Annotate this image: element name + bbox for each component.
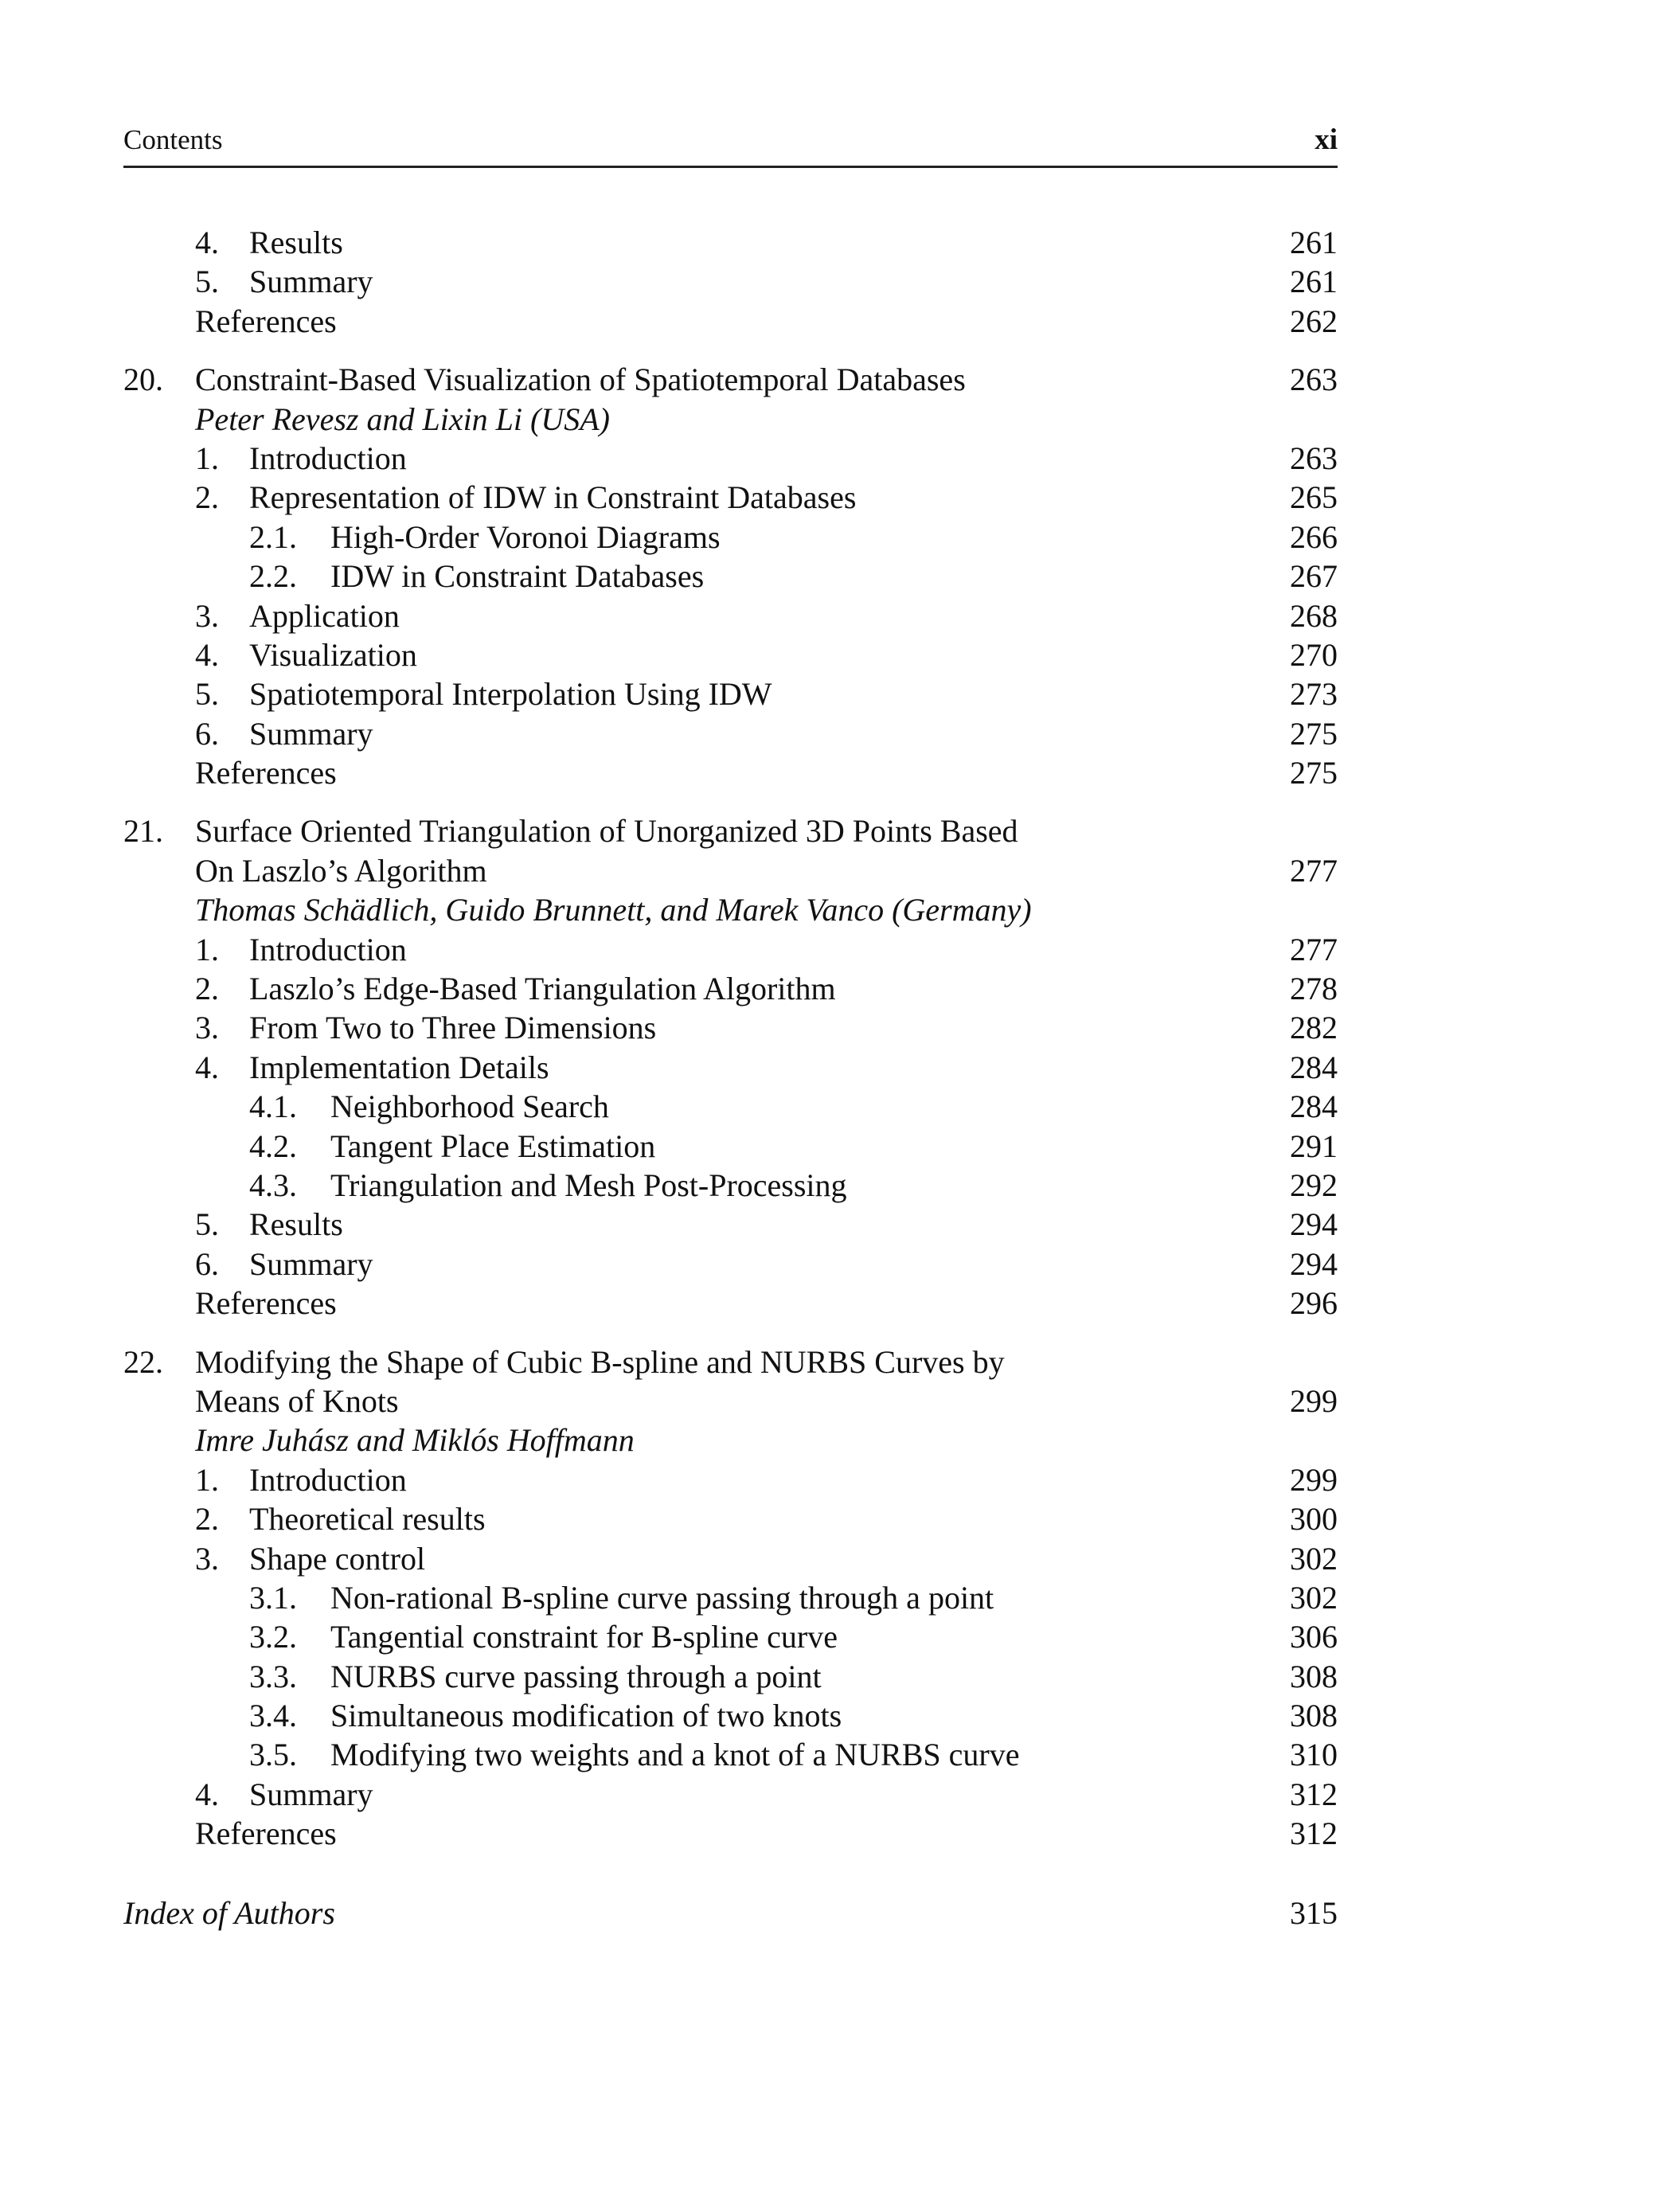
header-title: Contents [123,124,223,155]
page-number: 277 [1290,852,1338,889]
section-title: From Two to Three Dimensions [249,1010,657,1046]
section-title: Simultaneous modification of two knots [330,1698,842,1734]
section-number: 6. [195,715,219,752]
toc-entry [123,674,1338,713]
toc-entry [123,439,1338,478]
section-number: 2.1. [249,518,297,555]
page-number: 284 [1290,1088,1338,1125]
page-number: 299 [1290,1461,1338,1498]
chapter-heading-continued [123,1382,1338,1421]
toc-entry [123,596,1338,635]
chapter-number: 22. [123,1343,163,1380]
chapter-heading [123,360,1338,399]
page-number: 302 [1290,1579,1338,1616]
index-title: Index of Authors [123,1894,335,1931]
toc-entry [123,557,1338,596]
section-title: Laszlo’s Edge-Based Triangulation Algorithm [249,971,836,1007]
section-title: Tangential constraint for B-spline curve [330,1619,838,1655]
toc-entry [123,1127,1338,1166]
page-number: 299 [1290,1382,1338,1419]
section-title: References [195,303,337,339]
section-title: High-Order Voronoi Diagrams [330,518,721,555]
toc-entry [123,1657,1338,1696]
section-title: Summary [249,1776,373,1812]
table-of-contents [123,223,1338,1933]
authors: Peter Revesz and Lixin Li (USA) [195,401,610,437]
toc-entry [123,1460,1338,1499]
section-number: 4. [195,636,219,673]
section-title: Results [249,1206,343,1243]
page-number: 312 [1290,1815,1338,1852]
section-number: 3.5. [249,1737,297,1773]
chapter-heading [123,811,1338,850]
page-number: 296 [1290,1285,1338,1322]
page-number: 292 [1290,1167,1338,1203]
section-title: Summary [249,1245,373,1282]
chapter-authors [123,1421,1338,1460]
toc-entry [123,930,1338,969]
toc-entry [123,969,1338,1008]
toc-entry [123,518,1338,557]
page-number: 315 [1290,1894,1338,1931]
chapter-authors [123,400,1338,439]
section-title: Application [249,597,400,634]
chapter-heading [123,1342,1338,1382]
header-page-number: xi [1315,123,1338,156]
section-number: 3.3. [249,1658,297,1694]
chapter-title-line-2: Means of Knots [195,1382,399,1419]
section-title: Introduction [249,931,407,967]
toc-entry [123,714,1338,753]
section-number: 3. [195,597,219,634]
section-title: Summary [249,715,373,752]
page-number: 261 [1290,225,1338,260]
toc-entry [123,1008,1338,1047]
toc-entry [123,1539,1338,1578]
section-number: 3.4. [249,1698,297,1734]
section-number: 3. [195,1010,219,1046]
section-number: 3.1. [249,1579,297,1616]
section-title: Introduction [249,440,407,476]
section-number: 5. [195,264,219,300]
section-number: 2. [195,479,219,516]
section-title: Summary [249,264,373,300]
toc-entry [123,223,1338,262]
section-title: Neighborhood Search [330,1088,609,1125]
section-number: 3.2. [249,1619,297,1655]
section-title: References [195,1815,337,1852]
chapter-title-line-1: Surface Oriented Triangulation of Unorganized 3D Points Based [195,813,1018,850]
page-number: 265 [1290,479,1338,516]
chapter-number: 21. [123,813,163,850]
toc-entry [123,1775,1338,1814]
chapter-title-line-1: Modifying the Shape of Cubic B-spline and NURBS Curves by [195,1343,1005,1380]
authors: Imre Juhász and Miklós Hoffmann [195,1422,635,1459]
section-title: Non-rational B-spline curve passing through a point [330,1579,994,1616]
section-number: 1. [195,931,219,967]
page-number: 270 [1290,636,1338,673]
running-header [123,119,1338,168]
chapter-authors [123,890,1338,929]
section-number: 4. [195,225,219,260]
section-title: NURBS curve passing through a point [330,1658,822,1694]
toc-entry [123,1205,1338,1244]
toc-entry [123,262,1338,301]
section-title: Implementation Details [249,1049,549,1085]
page-number: 275 [1290,755,1338,791]
page-number: 282 [1290,1010,1338,1046]
section-title: References [195,755,337,791]
toc-entry [123,1814,1338,1853]
page-number: 275 [1290,715,1338,752]
page-number: 294 [1290,1245,1338,1282]
section-number: 4.1. [249,1088,297,1125]
section-number: 5. [195,676,219,713]
section-number: 4.2. [249,1127,297,1164]
toc-entry [123,635,1338,674]
section-number: 4. [195,1049,219,1085]
section-number: 4.3. [249,1167,297,1203]
page-number: 308 [1290,1698,1338,1734]
section-number: 6. [195,1245,219,1282]
toc-entry [123,1696,1338,1735]
page-number: 267 [1290,558,1338,595]
section-title: Tangent Place Estimation [330,1127,656,1164]
toc-entry [123,1617,1338,1656]
section-title: References [195,1285,337,1322]
page-number: 263 [1290,362,1338,398]
section-title: Modifying two weights and a knot of a NURBS curve [330,1737,1020,1773]
section-number: 5. [195,1206,219,1243]
section-title: Shape control [249,1540,426,1577]
chapter-heading-continued [123,851,1338,890]
chapter-number: 20. [123,362,163,398]
toc-entry [123,1245,1338,1284]
section-title: Representation of IDW in Constraint Databases [249,479,857,516]
page-number: 273 [1290,676,1338,713]
toc-entry [123,1735,1338,1774]
toc-entry [123,1166,1338,1205]
section-title: Visualization [249,636,417,673]
page-number: 308 [1290,1658,1338,1694]
page-number: 284 [1290,1049,1338,1085]
section-title: Results [249,225,343,260]
toc-entry [123,1048,1338,1087]
section-number: 4. [195,1776,219,1812]
page-number: 300 [1290,1501,1338,1538]
section-number: 2. [195,971,219,1007]
toc-entry [123,302,1338,341]
page-number: 263 [1290,440,1338,476]
section-number: 3. [195,1540,219,1577]
toc-entry [123,1499,1338,1538]
section-number: 1. [195,440,219,476]
page-number: 261 [1290,264,1338,300]
page-number: 266 [1290,518,1338,555]
section-number: 1. [195,1461,219,1498]
chapter-title-line-2: On Laszlo’s Algorithm [195,852,487,889]
page-number: 262 [1290,303,1338,339]
page-number: 294 [1290,1206,1338,1243]
page-number: 277 [1290,931,1338,967]
section-title: IDW in Constraint Databases [330,558,705,595]
toc-entry [123,1284,1338,1323]
page-number: 312 [1290,1776,1338,1812]
section-title: Triangulation and Mesh Post-Processing [330,1167,847,1203]
page-number: 291 [1290,1127,1338,1164]
section-title: Spatiotemporal Interpolation Using IDW [249,676,772,713]
toc-entry [123,753,1338,792]
section-title: Introduction [249,1461,407,1498]
toc-entry [123,478,1338,517]
toc-entry [123,1578,1338,1617]
page-number: 268 [1290,597,1338,634]
page-number: 306 [1290,1619,1338,1655]
page-number: 310 [1290,1737,1338,1773]
section-title: Theoretical results [249,1501,486,1538]
authors: Thomas Schädlich, Guido Brunnett, and Marek Vanco (Germany) [195,892,1032,928]
page-number: 278 [1290,971,1338,1007]
section-number: 2. [195,1501,219,1538]
page-number: 302 [1290,1540,1338,1577]
section-number: 2.2. [249,558,297,595]
toc-entry [123,1087,1338,1126]
index-entry [123,1893,1338,1933]
chapter-title: Constraint-Based Visualization of Spatiotemporal Databases [195,362,966,398]
